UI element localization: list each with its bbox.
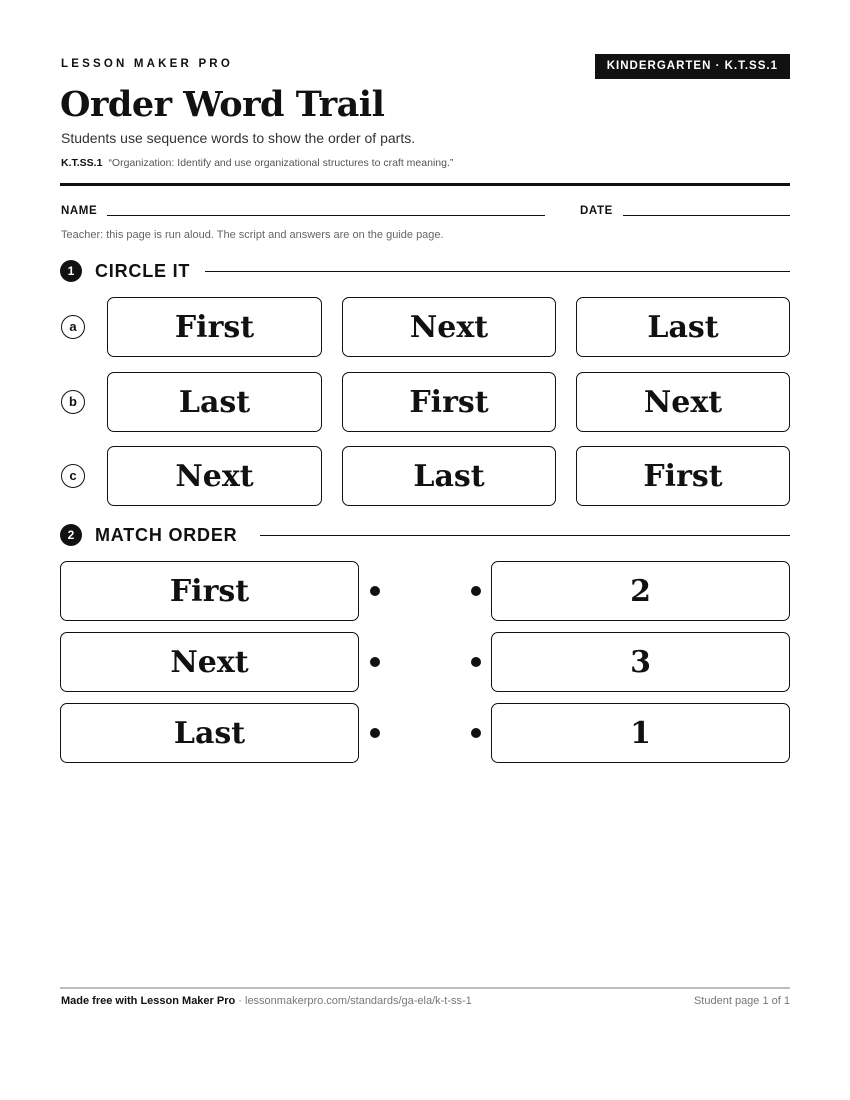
row-label: b [61, 390, 85, 414]
page-title: Order Word Trail [60, 84, 385, 125]
match-dot-right[interactable] [471, 657, 481, 667]
section-number-badge: 2 [60, 524, 82, 546]
standard-description: “Organization: Identify and use organizational structures to craft meaning.” [108, 157, 454, 169]
section-title: CIRCLE IT [95, 261, 191, 281]
word-choice-box[interactable]: Next [107, 446, 322, 506]
footer-page-number: Student page 1 of 1 [693, 995, 790, 1007]
row-label: c [61, 464, 85, 488]
name-label: NAME [61, 205, 98, 217]
grade-standard-badge: KINDERGARTEN · K.T.SS.1 [595, 54, 790, 79]
match-number-box[interactable]: 2 [491, 561, 790, 621]
date-label: DATE [580, 205, 613, 217]
word-choice-box[interactable]: Last [576, 297, 790, 357]
standard-code: K.T.SS.1 [61, 157, 103, 169]
word-choice-box[interactable]: Last [342, 446, 556, 506]
row-label: a [61, 315, 85, 339]
section-match-order-header [60, 523, 790, 547]
section-rule [260, 535, 790, 536]
footer-made-with: Made free with Lesson Maker Pro [61, 995, 236, 1007]
section-circle-it-header [60, 259, 790, 283]
footer-url: · lessonmakerpro.com/standards/ga-ela/k-t-ss-1 [235, 995, 472, 1007]
word-choice-box[interactable]: Next [342, 297, 556, 357]
teacher-note: Teacher: this page is run aloud. The script and answers are on the guide page. [61, 229, 444, 241]
match-word-box[interactable]: Next [60, 632, 359, 692]
match-word-box[interactable]: Last [60, 703, 359, 763]
brand-name: LESSON MAKER PRO [61, 58, 233, 70]
match-dot-left[interactable] [370, 728, 380, 738]
word-choice-box[interactable]: Next [576, 372, 790, 432]
name-field[interactable] [107, 215, 545, 216]
footer-divider [60, 987, 790, 989]
footer-credit [61, 995, 472, 1007]
standard-line [61, 157, 453, 169]
word-choice-box[interactable]: First [576, 446, 790, 506]
match-dot-left[interactable] [370, 657, 380, 667]
match-dot-left[interactable] [370, 586, 380, 596]
match-number-box[interactable]: 3 [491, 632, 790, 692]
match-number-box[interactable]: 1 [491, 703, 790, 763]
section-number-badge: 1 [60, 260, 82, 282]
section-title: MATCH ORDER [95, 525, 238, 545]
match-dot-right[interactable] [471, 728, 481, 738]
date-field[interactable] [623, 215, 790, 216]
word-choice-box[interactable]: First [342, 372, 556, 432]
match-word-box[interactable]: First [60, 561, 359, 621]
section-rule [205, 271, 790, 272]
word-choice-box[interactable]: First [107, 297, 322, 357]
page-subtitle: Students use sequence words to show the order of parts. [61, 130, 416, 146]
match-dot-right[interactable] [471, 586, 481, 596]
word-choice-box[interactable]: Last [107, 372, 322, 432]
header-divider [60, 183, 790, 186]
